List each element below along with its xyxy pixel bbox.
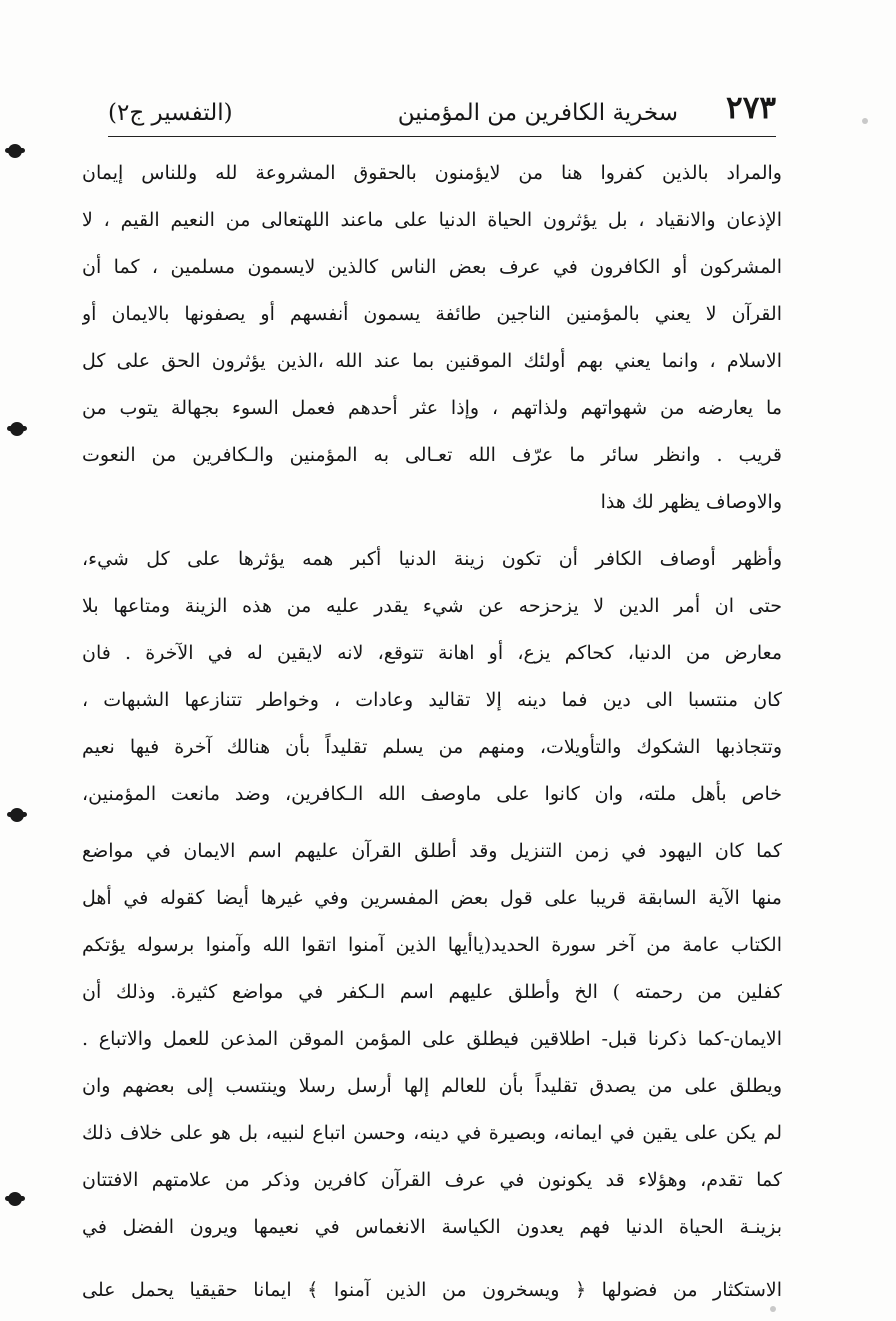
text-line: كفلين من رحمته ) الخ وأطلق عليهم اسم الـكفر في مواضع كثيرة. وذلك أن xyxy=(82,981,782,1003)
body-text xyxy=(82,150,782,1314)
text-line: حتى ان أمر الدين لا يزحزحه عن شيء يقدر عليه من هذه الزينة ومتاعها بلا xyxy=(82,595,782,617)
text-line: القرآن لا يعني بالمؤمنين الناجين طائفة يسمون أنفسهم أو يصفونها بالايمان أو xyxy=(82,303,782,325)
text-line: لم يكن على يقين في ايمانه، وبصيرة في دينه، وحسن اتباع لنبيه، بل هو على خلاف ذلك xyxy=(82,1122,782,1144)
margin-ink-blot xyxy=(8,1192,22,1206)
text-line: والمراد بالذين كفروا هنا من لايؤمنون بالحقوق المشروعة لله وللناس إيمان xyxy=(82,162,782,184)
running-title: سخرية الكافرين من المؤمنين xyxy=(397,100,678,126)
paragraph xyxy=(82,1267,782,1314)
paragraph xyxy=(82,828,782,1251)
text-line: كما تقدم، وهؤلاء قد يكونون في عرف القرآن كافرين وذكر من علامتهم الافتتان xyxy=(82,1169,782,1191)
text-line: كما كان اليهود في زمن التنزيل وقد أطلق القرآن عليهم اسم الايمان في مواضع xyxy=(82,840,782,862)
text-line: الايمان-كما ذكرنا قبل- اطلاقين فيطلق على المؤمن الموقن المذعن للعمل والاتباع . xyxy=(82,1028,782,1050)
text-line: الاستكثار من فضولها ﴿ ويسخرون من الذين آمنوا ﴾ ايمانا حقيقيا يحمل على xyxy=(82,1279,782,1301)
text-line: معارض من الدنيا، كحاكم يزع، أو اهانة تتوقع، لانه لايقين له في الآخرة . فان xyxy=(82,642,782,664)
text-line: منها الآية السابقة قريبا على قول بعض المفسرين وفي غيرها أيضا كقوله في أهل xyxy=(82,887,782,909)
text-line: الإذعان والانقياد ، بل يؤثرون الحياة الدنيا على ماعند اللهتعالى من النعيم القيم ، لا xyxy=(82,209,782,231)
text-line: قريب . وانظر سائر ما عرّف الله تعـالى به المؤمنين والـكافرين من النعوت xyxy=(82,444,782,466)
running-header xyxy=(108,90,776,136)
text-line: والاوصاف يظهر لك هذا xyxy=(600,491,782,513)
scan-speck xyxy=(862,118,868,124)
text-line: وتتجاذبها الشكوك والتأويلات، ومنهم من يسلم تقليداً بأن هنالك آخرة فيها نعيم xyxy=(82,736,782,758)
text-line: ما يعارضه من شهواتهم ولذاتهم ، وإذا عثر أحدهم فعمل السوء بجهالة يتوب من xyxy=(82,397,782,419)
paragraph xyxy=(82,536,782,818)
text-line: الاسلام ، وانما يعني بهم أولئك الموقنين بما عند الله ،الذين يؤثرون الحق على كل xyxy=(82,350,782,372)
margin-ink-blot xyxy=(10,808,24,822)
text-line: وأظهر أوصاف الكافر أن تكون زينة الدنيا أكبر همه يؤثرها على كل شيء، xyxy=(82,548,782,570)
text-line: الكتاب عامة من آخر سورة الحديد(ياأيها الذين آمنوا اتقوا الله وآمنوا برسوله يؤتكم xyxy=(82,934,782,956)
series-label: (التفسير ج٢) xyxy=(108,100,233,126)
paragraph xyxy=(82,150,782,526)
text-line: خاص بأهل ملته، وان كانوا على ماوصف الله الـكافرين، وضد مانعت المؤمنين، xyxy=(82,783,782,805)
text-line: كان منتسبا الى دين فما دينه إلا تقاليد وعادات ، وخواطر تتنازعها الشبهات ، xyxy=(82,689,782,711)
page-number: ٢٧٣ xyxy=(726,90,776,126)
text-line: بزينـة الحياة الدنيا فهم يعدون الكياسة الانغماس في نعيمها ويرون الفضل في xyxy=(82,1216,782,1238)
margin-ink-blot xyxy=(10,422,24,436)
margin-ink-blot xyxy=(8,144,22,158)
text-line: المشركون أو الكافرون في عرف بعض الناس كالذين لايسمون مسلمين ، كما أن xyxy=(82,256,782,278)
text-line: ويطلق على من يصدق تقليداً بأن للعالم إلها أرسل رسلا وينتسب إلى بعضهم وان xyxy=(82,1075,782,1097)
header-rule xyxy=(108,136,776,137)
